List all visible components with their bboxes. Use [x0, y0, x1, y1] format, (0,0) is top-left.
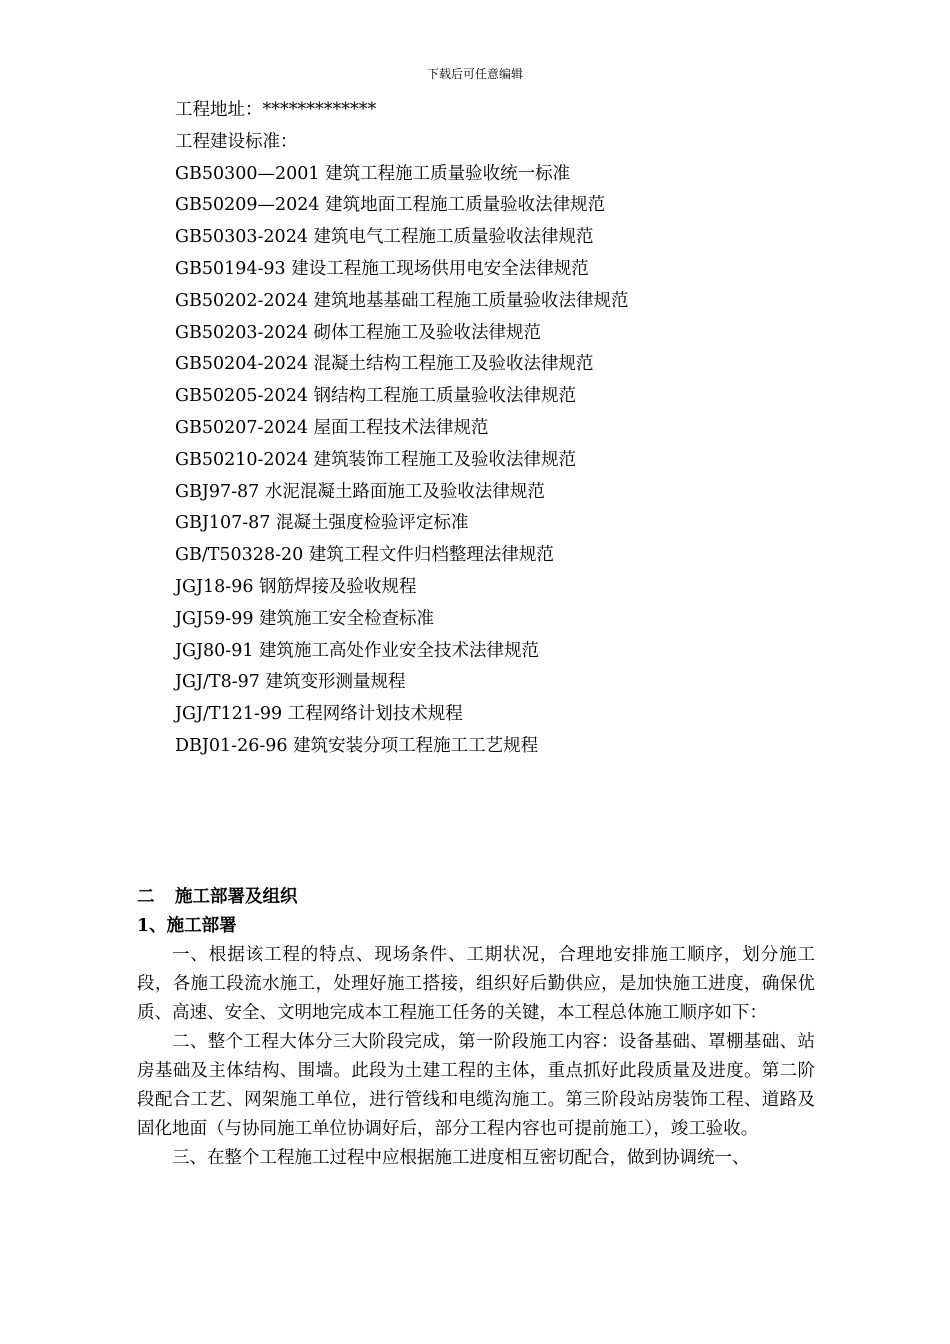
- standards-label: 工程建设标准：: [175, 131, 298, 152]
- standard-item: GB50205-2024 钢结构工程施工质量验收法律规范: [175, 386, 577, 407]
- section-title: 施工部署及组织: [175, 887, 298, 907]
- section-heading: [137, 884, 298, 910]
- standard-item: GB50194-93 建设工程施工现场供用电安全法律规范: [175, 258, 589, 279]
- standard-item: JGJ59-99 建筑施工安全检查标准: [175, 608, 435, 629]
- standard-item: GBJ107-87 混凝土强度检验评定标准: [175, 513, 469, 534]
- standard-item: GB50300—2001 建筑工程施工质量验收统一标准: [175, 163, 571, 184]
- standard-item: JGJ/T8-97 建筑变形测量规程: [175, 672, 406, 693]
- standard-item: GB50209—2024 建筑地面工程施工质量验收法律规范: [175, 195, 606, 216]
- standard-item: GB50202-2024 建筑地基基础工程施工质量验收法律规范: [175, 290, 629, 311]
- standards-block: [175, 95, 875, 763]
- standard-item: JGJ18-96 钢筋焊接及验收规程: [175, 576, 417, 597]
- standard-item: DBJ01-26-96 建筑安装分项工程施工工艺规程: [175, 735, 539, 756]
- standard-item: GB/T50328-20 建筑工程文件归档整理法律规范: [175, 545, 554, 566]
- paragraph: 一、根据该工程的特点、现场条件、工期状况，合理地安排施工顺序，划分施工段，各施工段流水施工，处理好施工搭接，组织好后勤供应，是加快施工进度，确保优质、高速、安全、文明地完成本工程施工任务的关键，本工程总体施工顺序如下：: [137, 945, 815, 1023]
- subsection-heading: 1、施工部署: [137, 916, 237, 936]
- section-body: [137, 941, 815, 1173]
- section-number: 二: [137, 887, 155, 907]
- standard-item: GB50207-2024 屋面工程技术法律规范: [175, 417, 489, 438]
- project-address: 工程地址：*************: [175, 100, 377, 120]
- standard-item: GB50204-2024 混凝土结构工程施工及验收法律规范: [175, 354, 594, 375]
- standard-item: JGJ80-91 建筑施工高处作业安全技术法律规范: [175, 640, 540, 661]
- standard-item: GB50203-2024 砌体工程施工及验收法律规范: [175, 322, 542, 343]
- standard-item: GB50303-2024 建筑电气工程施工质量验收法律规范: [175, 227, 594, 248]
- standard-item: JGJ/T121-99 工程网络计划技术规程: [175, 704, 463, 725]
- page-header: 下载后可任意编辑: [426, 67, 523, 81]
- paragraph: 二、整个工程大体分三大阶段完成，第一阶段施工内容：设备基础、罩棚基础、站房基础及主体结构、围墙。此段为土建工程的主体，重点抓好此段质量及进度。第二阶段配合工艺、网架施工单位，进行管线和电缆沟施工。第三阶段站房装饰工程、道路及固化地面（与协同施工单位协调好后，部分工程内容也可提前施工），竣工验收。: [137, 1032, 815, 1139]
- standard-item: GBJ97-87 水泥混凝土路面施工及验收法律规范: [175, 481, 545, 502]
- standard-item: GB50210-2024 建筑装饰工程施工及验收法律规范: [175, 449, 577, 470]
- paragraph: 三、在整个工程施工过程中应根据施工进度相互密切配合，做到协调统一、: [172, 1148, 750, 1168]
